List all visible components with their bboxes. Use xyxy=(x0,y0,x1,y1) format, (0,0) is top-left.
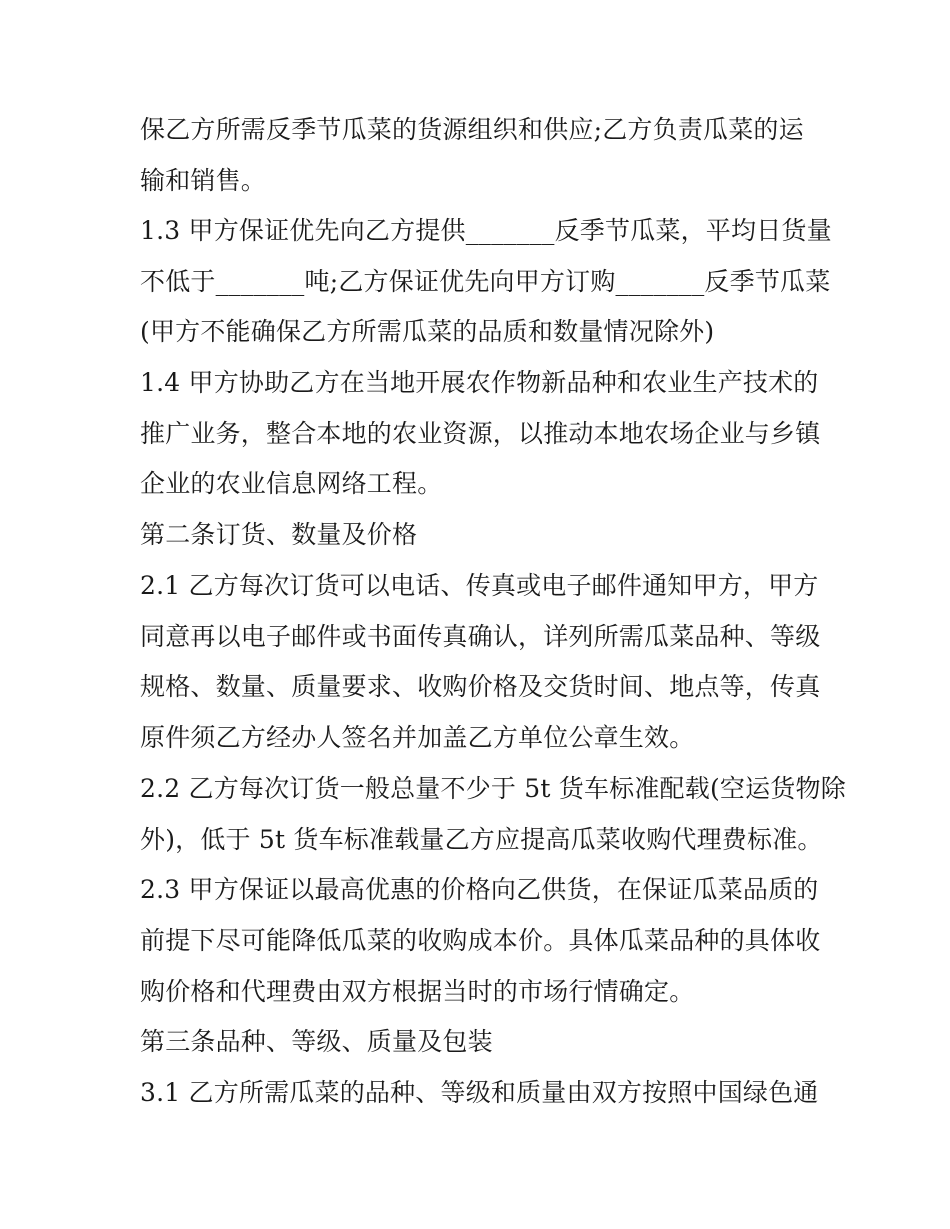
text-line: 输和销售。 xyxy=(140,166,267,195)
section-heading: 第二条订货、数量及价格 xyxy=(140,520,418,549)
text-line: 规格、数量、质量要求、收购价格及交货时间、地点等，传真 xyxy=(140,672,821,701)
text-line: 同意再以电子邮件或书面传真确认，详列所需瓜菜品种、等级 xyxy=(140,622,821,651)
text-line: (甲方不能确保乙方所需瓜菜的品质和数量情况除外) xyxy=(140,317,715,346)
text-line: 保乙方所需反季节瓜菜的货源组织和供应;乙方负责瓜菜的运 xyxy=(140,115,804,144)
text-line: 1.3 甲方保证优先向乙方提供_______反季节瓜菜，平均日货量 xyxy=(140,216,832,245)
text-line: 外)，低于 5t 货车标准载量乙方应提高瓜菜收购代理费标准。 xyxy=(140,825,823,854)
text-line: 购价格和代理费由双方根据当时的市场行情确定。 xyxy=(140,977,695,1006)
text-line: 2.1 乙方每次订货可以电话、传真或电子邮件通知甲方，甲方 xyxy=(140,571,819,600)
section-heading: 第三条品种、等级、质量及包装 xyxy=(140,1027,493,1056)
text-line: 原件须乙方经办人签名并加盖乙方单位公章生效。 xyxy=(140,723,695,752)
text-line: 3.1 乙方所需瓜菜的品种、等级和质量由双方按照中国绿色通 xyxy=(140,1078,819,1107)
text-line: 推广业务，整合本地的农业资源，以推动本地农场企业与乡镇 xyxy=(140,419,821,448)
text-line: 前提下尽可能降低瓜菜的收购成本价。具体瓜菜品种的具体收 xyxy=(140,926,821,955)
text-line: 1.4 甲方协助乙方在当地开展农作物新品种和农业生产技术的 xyxy=(140,368,819,397)
text-line: 2.2 乙方每次订货一般总量不少于 5t 货车标准配载(空运货物除 xyxy=(140,774,846,803)
text-line: 企业的农业信息网络工程。 xyxy=(140,469,443,498)
text-line: 不低于_______吨;乙方保证优先向甲方订购_______反季节瓜菜 xyxy=(140,267,831,296)
text-line: 2.3 甲方保证以最高优惠的价格向乙供货，在保证瓜菜品质的 xyxy=(140,875,819,904)
